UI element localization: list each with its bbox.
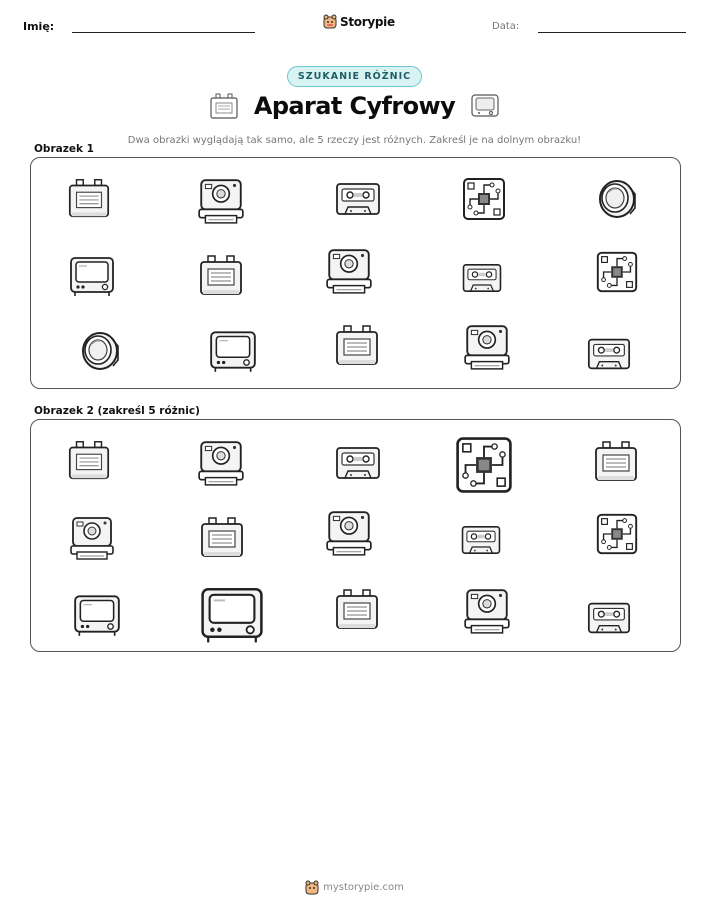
instant-camera-icon[interactable]: [67, 512, 117, 566]
picture-1: [30, 157, 681, 389]
mascot-icon: [305, 880, 319, 895]
instant-camera-icon[interactable]: [195, 436, 247, 492]
brand-name: Storypie: [340, 14, 395, 29]
battery-icon: [208, 92, 240, 120]
instructions: Dwa obrazki wyglądają tak samo, ale 5 rzeczy jest różnych. Zakreśl je na dolnym obrazku!: [127, 135, 582, 146]
battery-icon[interactable]: [591, 436, 641, 490]
circuit-chip-icon[interactable]: [451, 432, 517, 502]
cassette-icon[interactable]: [459, 518, 503, 566]
battery-icon: [332, 320, 382, 374]
instant-camera-icon[interactable]: [461, 584, 513, 640]
cassette-icon: [333, 174, 383, 228]
retro-tv-icon: [207, 324, 259, 380]
round-lens-icon: [592, 174, 642, 228]
date-line[interactable]: [538, 32, 686, 33]
name-line[interactable]: [72, 32, 255, 33]
cassette-icon: [585, 330, 633, 382]
instant-camera-icon: [461, 320, 513, 376]
instant-camera-icon[interactable]: [323, 506, 375, 562]
circuit-chip-icon[interactable]: [593, 510, 641, 562]
cassette-icon[interactable]: [585, 594, 633, 646]
retro-tv-icon: [469, 92, 501, 120]
picture-2[interactable]: [30, 419, 681, 652]
battery-icon[interactable]: [197, 512, 247, 566]
footer-url[interactable]: mystorypie.com: [323, 882, 404, 893]
panel1-label: Obrazek 1: [34, 143, 94, 155]
brand-logo: [323, 14, 395, 29]
battery-icon: [65, 174, 113, 226]
circuit-chip-icon: [459, 174, 509, 228]
battery-icon[interactable]: [332, 584, 382, 638]
date-label: Data:: [492, 21, 520, 32]
name-label: Imię:: [23, 20, 55, 33]
retro-tv-icon[interactable]: [71, 588, 123, 644]
instant-camera-icon: [323, 244, 375, 300]
round-lens-icon: [75, 326, 125, 380]
retro-tv-icon[interactable]: [197, 578, 267, 652]
cassette-icon[interactable]: [333, 438, 383, 492]
mascot-icon: [323, 14, 337, 29]
category-badge: SZUKANIE RÓŻNIC: [287, 66, 422, 87]
instant-camera-icon: [195, 174, 247, 230]
battery-icon[interactable]: [65, 436, 113, 488]
battery-icon: [196, 250, 246, 304]
circuit-chip-icon: [593, 248, 641, 300]
panel2-label: Obrazek 2 (zakreśl 5 różnic): [34, 405, 200, 417]
footer: [305, 880, 404, 895]
page-title: Aparat Cyfrowy: [253, 92, 456, 120]
cassette-icon: [460, 256, 504, 304]
retro-tv-icon: [67, 250, 117, 304]
